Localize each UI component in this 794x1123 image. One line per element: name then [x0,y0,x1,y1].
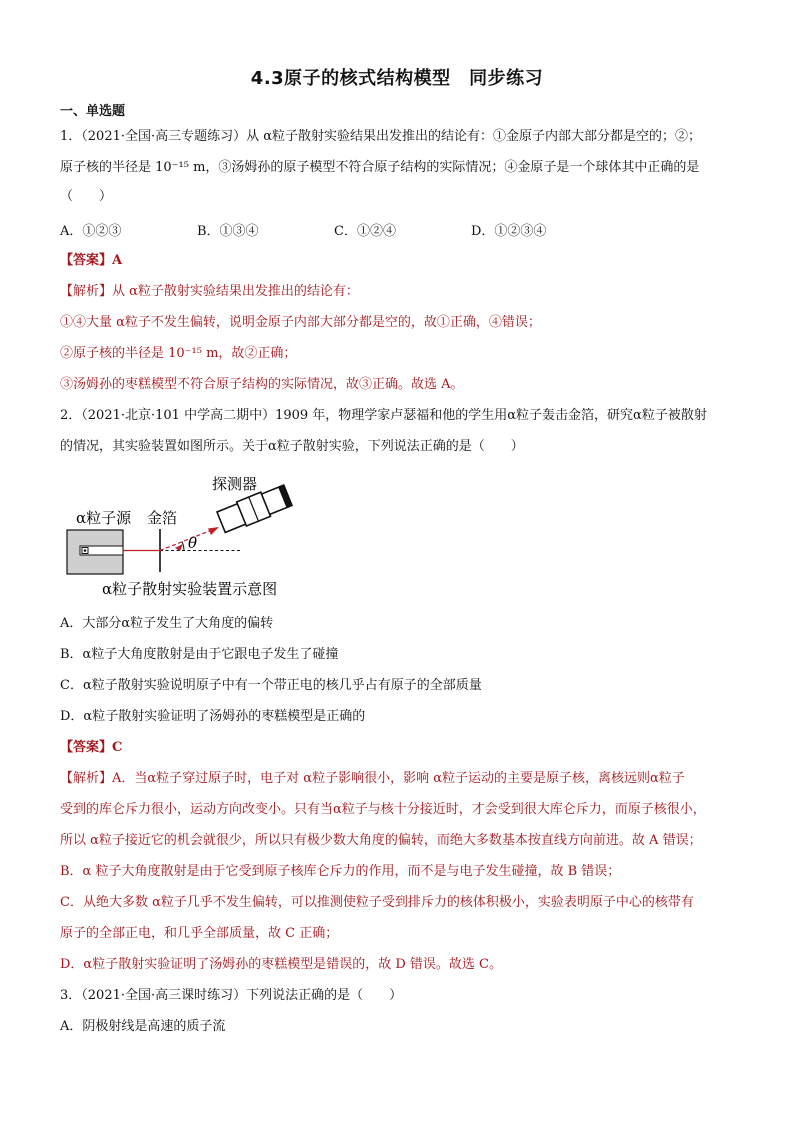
q1-option-c: C．①②④ [334,224,396,239]
q1-answer: 【答案】A [60,253,123,268]
q1-option-b: B．①③④ [197,224,259,239]
q1-analysis-3: ②原子核的半径是 10⁻¹⁵ m，故②正确； [60,346,297,361]
q2-line-2: 的情况，其实验装置如图所示。关于α粒子散射实验，下列说法正确的是（ ） [60,439,524,454]
q2-analysis-6: 原子的全部正电，和几乎全部质量，故 C 正确； [60,926,339,941]
foil-label: 金箔 [147,509,178,527]
q1-line-2: 原子核的半径是 10⁻¹⁵ m，③汤姆孙的原子模型不符合原子结构的实际情况；④金原子是一个球体其中正确的是 [60,160,700,175]
q1-line-1: 1．（2021·全国·高三专题练习）从 α粒子散射实验结果出发推出的结论有：①金原子内部大部分都是空的；②； [60,129,702,144]
detector-label: 探测器 [212,475,258,493]
q1-analysis-1: 【解析】从 α粒子散射实验结果出发推出的结论有： [60,284,359,299]
q2-answer: 【答案】C [60,740,123,755]
q1-option-d: D．①②③④ [471,224,547,239]
q1-analysis-4: ③汤姆孙的枣糕模型不符合原子结构的实际情况，故③正确。故选 A。 [60,377,464,392]
q1-option-a: A．①②③ [60,224,122,239]
q2-option-d: D．α粒子散射实验证明了汤姆孙的枣糕模型是正确的 [60,709,366,724]
q2-line-1: 2．（2021·北京·101 中学高二期中）1909 年，物理学家卢瑟福和他的学生用α粒子轰击金箔，研究α粒子被散射 [60,408,707,423]
q2-analysis-1: 【解析】A．当α粒子穿过原子时，电子对 α粒子影响很小，影响 α粒子运动的主要是原子核，离核远则α粒子 [60,771,685,786]
alpha-source-icon [67,530,123,574]
diagram-caption: α粒子散射实验装置示意图 [102,580,278,598]
angle-label: θ [188,534,198,552]
q2-option-a: A．大部分α粒子发生了大角度的偏转 [60,616,274,631]
q3-line-1: 3．（2021·全国·高三课时练习）下列说法正确的是（ ） [60,988,403,1003]
scattering-apparatus-diagram [62,474,312,604]
source-label: α粒子源 [76,509,132,527]
section-heading: 一、单选题 [60,104,126,119]
q2-analysis-3: 所以 α粒子接近它的机会就很少，所以只有极少数大角度的偏转，而绝大多数基本按直线方向前进。故 A 错误； [60,833,702,848]
q2-option-b: B．α粒子大角度散射是由于它跟电子发生了碰撞 [60,647,339,662]
arrow-icon [175,544,183,551]
q2-option-c: C．α粒子散射实验说明原子中有一个带正电的核几乎占有原子的全部质量 [60,678,482,693]
q2-analysis-7: D．α粒子散射实验证明了汤姆孙的枣糕模型是错误的，故 D 错误。故选 C。 [60,957,502,972]
arrow-icon [208,527,219,535]
q2-analysis-5: C．从绝大多数 α粒子几乎不发生偏转，可以推测使粒子受到排斥力的核体积极小，实验表明原子中心的核带有 [60,895,694,910]
q1-line-3: （ ） [60,189,113,204]
angle-arc [182,541,184,550]
page-title: 4.3原子的核式结构模型 同步练习 [250,68,544,89]
q2-analysis-2: 受到的库仑斥力很小，运动方向改变小。只有当α粒子与核十分接近时，才会受到很大库仑斥力，而原子核很小， [60,802,706,817]
q3-option-a: A．阴极射线是高速的质子流 [60,1019,226,1034]
q2-analysis-4: B．α 粒子大角度散射是由于它受到原子核库仑斥力的作用，而不是与电子发生碰撞，故 B 错误； [60,864,621,879]
q1-analysis-2: ①④大量 α粒子不发生偏转，说明金原子内部大部分都是空的，故①正确，④错误； [60,315,541,330]
